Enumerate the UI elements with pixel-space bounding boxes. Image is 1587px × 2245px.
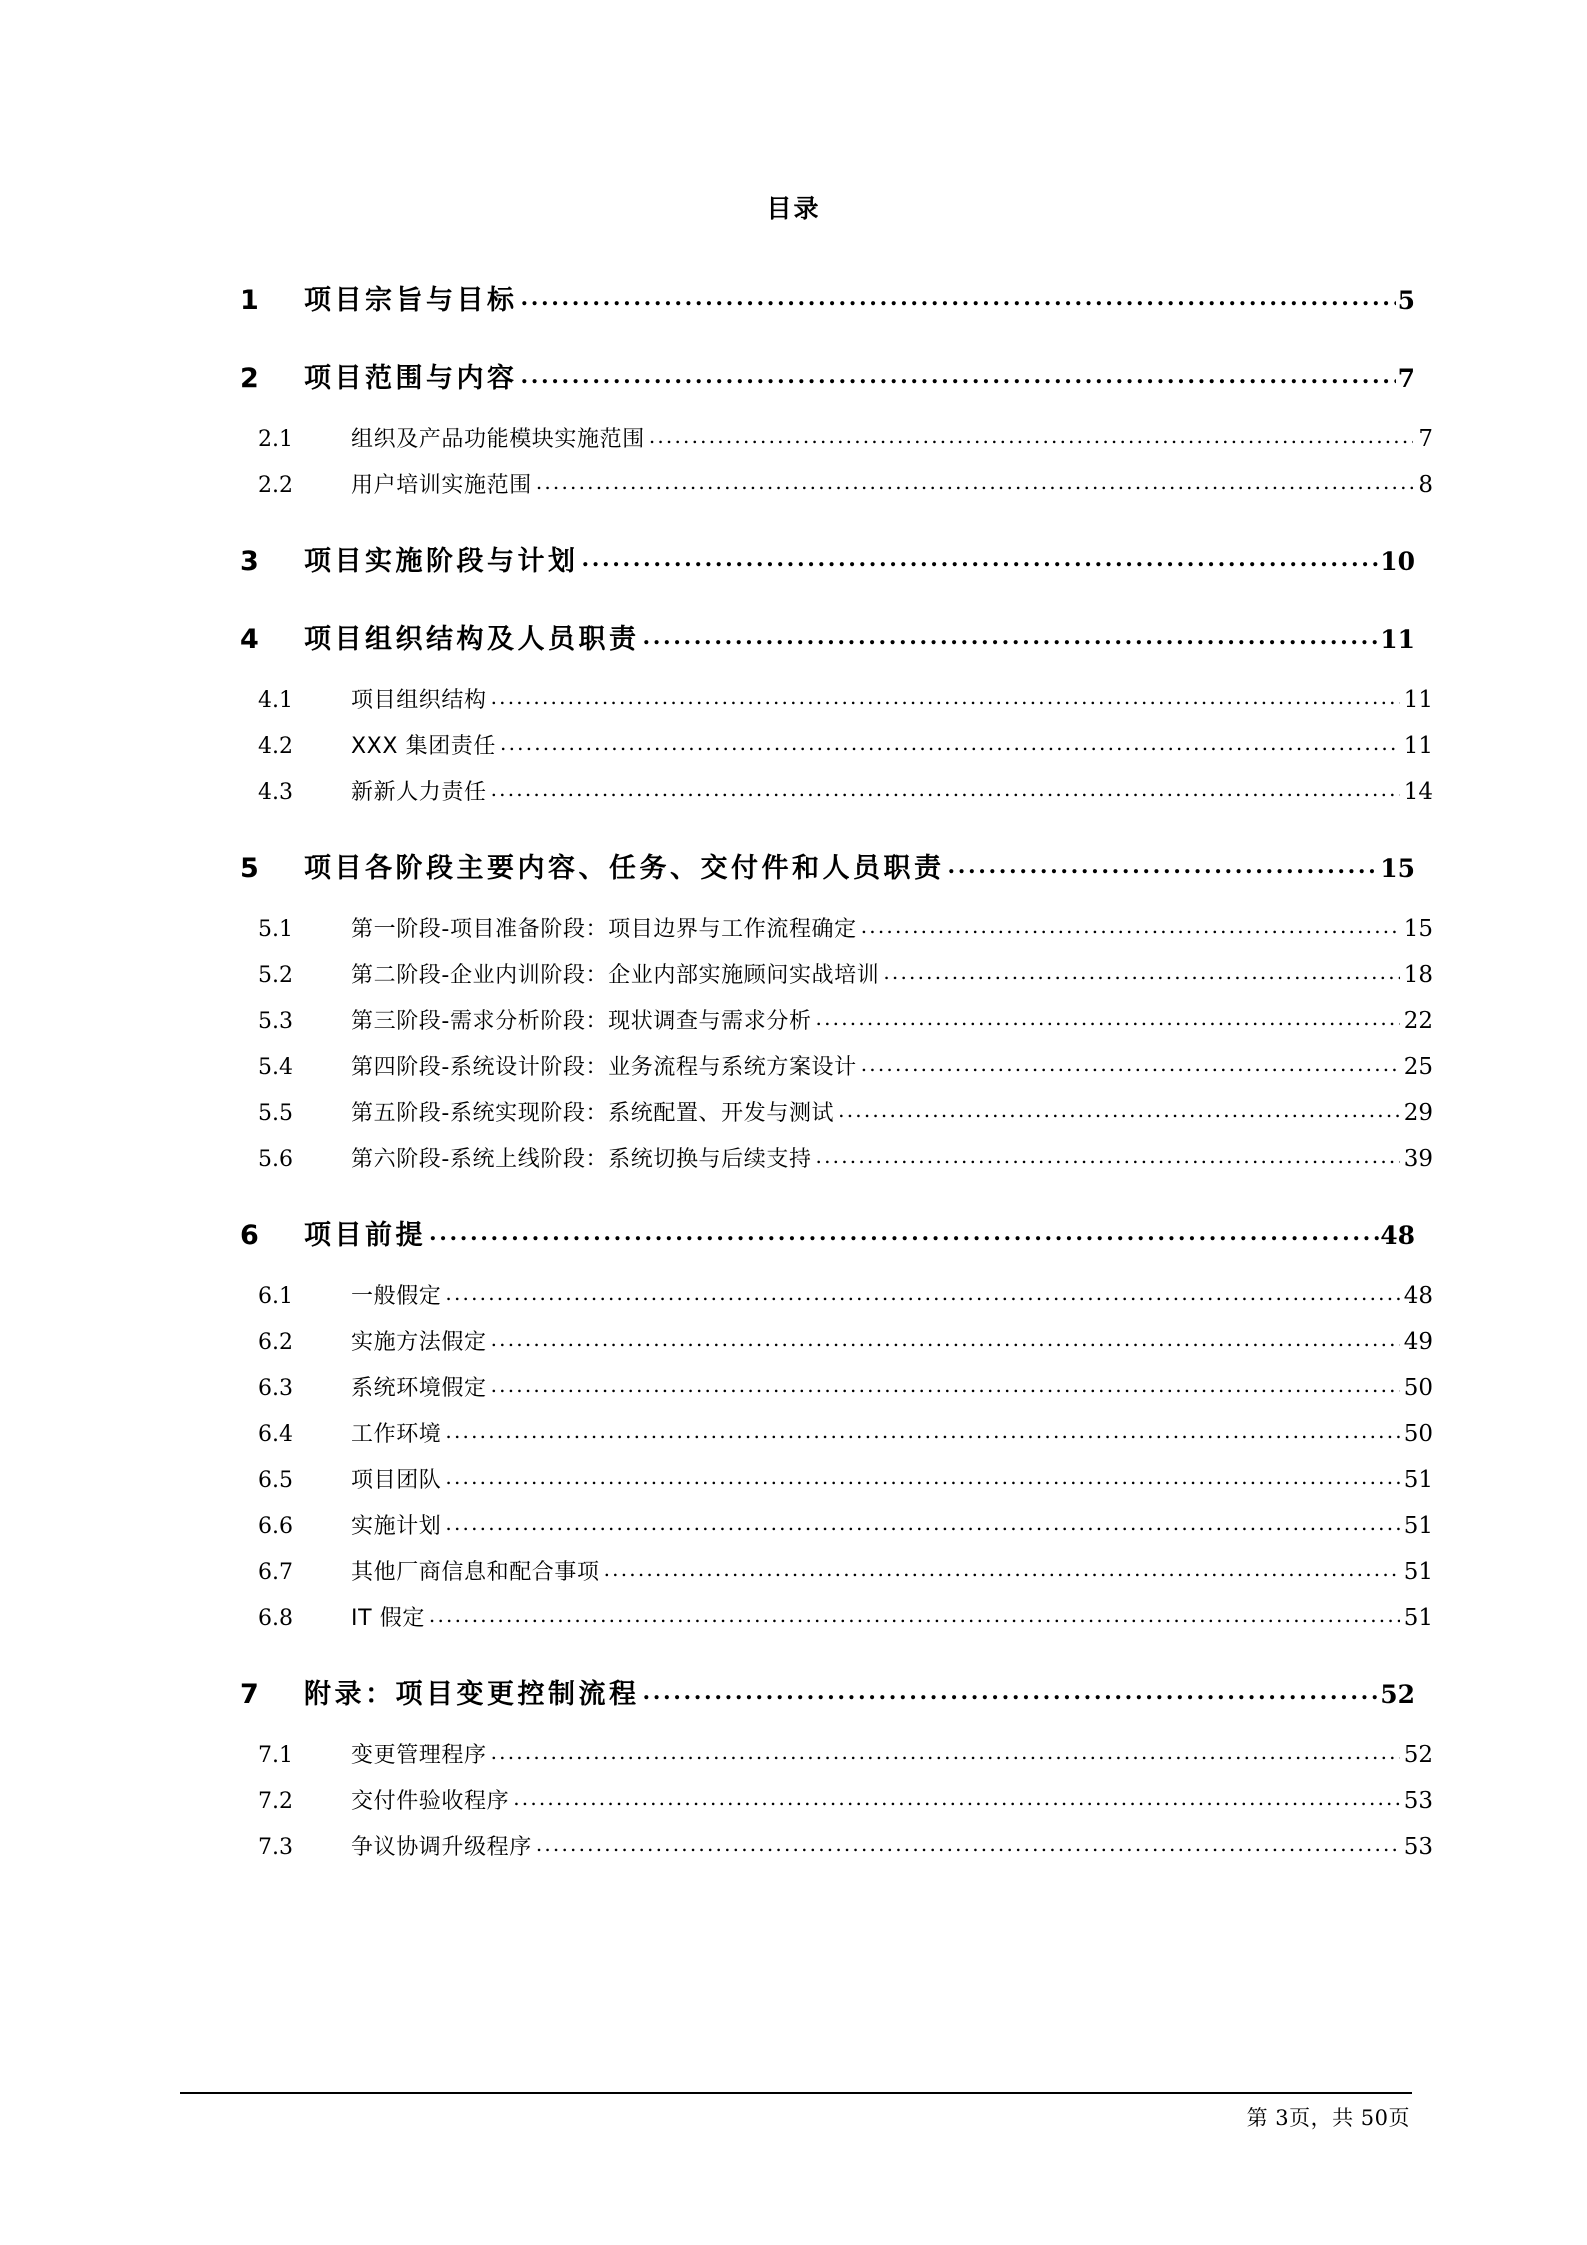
toc-entry-page-number: 51 (1403, 1513, 1433, 1539)
toc-entry-page-number: 10 (1380, 547, 1415, 576)
toc-entry-page-number: 52 (1380, 1680, 1415, 1709)
toc-entry-6-7[interactable] (240, 1557, 1433, 1584)
toc-leader-dots (521, 282, 1397, 309)
toc-entry-number: 6.5 (258, 1468, 293, 1493)
toc-entry-5[interactable] (240, 850, 1415, 882)
toc-entry-label: 项目各阶段主要内容、任务、交付件和人员职责 (304, 853, 945, 884)
toc-entry-number: 7 (240, 1679, 259, 1710)
toc-leader-dots (445, 1419, 1399, 1441)
toc-entry-page-number: 5 (1397, 286, 1415, 315)
toc-entry-label: 交付件验收程序 (351, 1789, 510, 1814)
toc-entry-label: 项目范围与内容 (304, 363, 518, 394)
toc-leader-dots (883, 960, 1399, 982)
toc-entry-number: 6.2 (258, 1330, 293, 1355)
toc-entry-page-number: 7 (1397, 364, 1415, 393)
toc-entry-number: 5.6 (258, 1147, 293, 1172)
toc-entry-page-number: 7 (1418, 426, 1433, 452)
toc-entry-number: 6.1 (258, 1284, 293, 1309)
toc-leader-dots (500, 731, 1400, 753)
toc-entry-label: 第二阶段-企业内训阶段：企业内部实施顾问实战培训 (351, 963, 880, 988)
toc-entry-number: 7.1 (258, 1743, 293, 1768)
toc-entry-4-1[interactable] (240, 685, 1433, 712)
toc-entry-page-number: 50 (1403, 1375, 1433, 1401)
toc-entry-5-6[interactable] (240, 1144, 1433, 1171)
toc-entry-4-2[interactable] (240, 731, 1433, 758)
toc-entry-label: IT 假定 (351, 1606, 425, 1631)
toc-entry-2-2[interactable] (240, 470, 1433, 497)
toc-leader-dots (521, 360, 1397, 387)
toc-entry-label: 附录：项目变更控制流程 (304, 1679, 640, 1710)
page-footer (180, 2092, 1412, 2129)
toc-entry-number: 2.1 (258, 427, 293, 452)
toc-entry-number: 6 (240, 1220, 259, 1251)
toc-entry-page-number: 48 (1380, 1221, 1415, 1250)
toc-leader-dots (491, 1740, 1400, 1762)
toc-leader-dots (816, 1006, 1400, 1028)
toc-entry-page-number: 51 (1403, 1559, 1433, 1585)
toc-entry-number: 5.1 (258, 917, 293, 942)
toc-entry-4[interactable] (240, 621, 1415, 653)
toc-leader-dots (861, 1052, 1400, 1074)
toc-leader-dots (643, 621, 1380, 648)
toc-entry-number: 3 (240, 546, 259, 577)
toc-entry-number: 1 (240, 285, 259, 316)
toc-entry-number: 4.2 (258, 734, 293, 759)
toc-leader-dots (445, 1465, 1399, 1487)
toc-entry-6-4[interactable] (240, 1419, 1433, 1446)
toc-entry-number: 6.7 (258, 1560, 293, 1585)
toc-entry-7[interactable] (240, 1676, 1415, 1708)
toc-entry-number: 6.8 (258, 1606, 293, 1631)
toc-entry-label: 项目组织结构 (351, 688, 487, 713)
toc-entry-number: 4.1 (258, 688, 293, 713)
toc-entry-2[interactable] (240, 360, 1415, 392)
toc-entry-6[interactable] (240, 1217, 1415, 1249)
toc-entry-number: 2.2 (258, 473, 293, 498)
toc-entry-number: 5.2 (258, 963, 293, 988)
toc-entry-page-number: 49 (1403, 1329, 1433, 1355)
toc-entry-number: 6.4 (258, 1422, 293, 1447)
toc-entry-number: 5 (240, 853, 259, 884)
toc-entry-label: 实施方法假定 (351, 1330, 487, 1355)
toc-leader-dots (445, 1281, 1399, 1303)
toc-entry-page-number: 11 (1380, 625, 1415, 654)
toc-entry-page-number: 18 (1403, 962, 1433, 988)
toc-entry-2-1[interactable] (240, 424, 1433, 451)
toc-entry-label: XXX 集团责任 (351, 734, 497, 759)
toc-entry-page-number: 15 (1380, 854, 1415, 883)
page-title: 目录 (766, 194, 821, 223)
toc-entry-7-1[interactable] (240, 1740, 1433, 1767)
toc-entry-number: 4 (240, 624, 259, 655)
toc-entry-5-1[interactable] (240, 914, 1433, 941)
toc-entry-7-3[interactable] (240, 1832, 1433, 1859)
toc-entry-6-1[interactable] (240, 1281, 1433, 1308)
toc-entry-label: 第六阶段-系统上线阶段：系统切换与后续支持 (351, 1147, 812, 1172)
toc-entry-number: 6.6 (258, 1514, 293, 1539)
footer-page-number: 第 3页，共 50页 (1246, 2106, 1410, 2130)
toc-entry-page-number: 51 (1403, 1605, 1433, 1631)
toc-entry-number: 5.3 (258, 1009, 293, 1034)
toc-entry-number: 7.2 (258, 1789, 293, 1814)
toc-entry-4-3[interactable] (240, 777, 1433, 804)
toc-entry-page-number: 39 (1403, 1146, 1433, 1172)
toc-leader-dots (429, 1217, 1379, 1244)
toc-entry-5-4[interactable] (240, 1052, 1433, 1079)
toc-entry-label: 新新人力责任 (351, 780, 487, 805)
toc-leader-dots (491, 1373, 1400, 1395)
toc-leader-dots (491, 1327, 1400, 1349)
toc-entry-3[interactable] (240, 543, 1415, 575)
toc-leader-dots (513, 1786, 1400, 1808)
toc-entry-number: 6.3 (258, 1376, 293, 1401)
toc-entry-page-number: 50 (1403, 1421, 1433, 1447)
toc-leader-dots (582, 543, 1380, 570)
toc-entry-page-number: 11 (1403, 733, 1433, 759)
toc-entry-6-3[interactable] (240, 1373, 1433, 1400)
toc-leader-dots (445, 1511, 1399, 1533)
toc-entry-page-number: 52 (1403, 1742, 1433, 1768)
toc-entry-number: 5.5 (258, 1101, 293, 1126)
toc-entry-number: 2 (240, 363, 259, 394)
toc-entry-label: 组织及产品功能模块实施范围 (351, 427, 645, 452)
toc-entry-label: 系统环境假定 (351, 1376, 487, 1401)
toc-entry-label: 用户培训实施范围 (351, 473, 532, 498)
toc-leader-dots (948, 850, 1380, 877)
toc-entry-5-5[interactable] (240, 1098, 1433, 1125)
toc-entry-page-number: 25 (1403, 1054, 1433, 1080)
toc-leader-dots (536, 470, 1413, 492)
toc-entry-number: 7.3 (258, 1835, 293, 1860)
toc-entry-number: 4.3 (258, 780, 293, 805)
toc-leader-dots (816, 1144, 1400, 1166)
toc-entry-page-number: 22 (1403, 1008, 1433, 1034)
toc-entry-label: 工作环境 (351, 1422, 442, 1447)
toc-leader-dots (491, 777, 1400, 799)
toc-entry-label: 实施计划 (351, 1514, 442, 1539)
toc-entry-label: 第五阶段-系统实现阶段：系统配置、开发与测试 (351, 1101, 835, 1126)
toc-entry-label: 项目宗旨与目标 (304, 285, 518, 316)
toc-entry-label: 争议协调升级程序 (351, 1835, 532, 1860)
toc-entry-page-number: 8 (1418, 472, 1433, 498)
toc-leader-dots (429, 1603, 1400, 1625)
toc-entry-6-5[interactable] (240, 1465, 1433, 1492)
toc-leader-dots (643, 1676, 1380, 1703)
toc-leader-dots (604, 1557, 1400, 1579)
toc-entry-label: 其他厂商信息和配合事项 (351, 1560, 600, 1585)
toc-entry-label: 项目团队 (351, 1468, 442, 1493)
table-of-contents (240, 282, 1433, 1860)
toc-entry-page-number: 51 (1403, 1467, 1433, 1493)
toc-entry-page-number: 53 (1403, 1834, 1433, 1860)
toc-entry-page-number: 48 (1403, 1283, 1433, 1309)
toc-leader-dots (838, 1098, 1400, 1120)
toc-entry-6-8[interactable] (240, 1603, 1433, 1630)
toc-leader-dots (536, 1832, 1400, 1854)
toc-entry-6-6[interactable] (240, 1511, 1433, 1538)
toc-entry-label: 项目前提 (304, 1220, 426, 1251)
toc-entry-page-number: 14 (1403, 779, 1433, 805)
toc-entry-label: 第四阶段-系统设计阶段：业务流程与系统方案设计 (351, 1055, 857, 1080)
toc-entry-page-number: 29 (1403, 1100, 1433, 1126)
toc-entry-page-number: 11 (1403, 687, 1433, 713)
toc-leader-dots (861, 914, 1400, 936)
toc-entry-5-2[interactable] (240, 960, 1433, 987)
toc-entry-label: 第一阶段-项目准备阶段：项目边界与工作流程确定 (351, 917, 857, 942)
toc-entry-5-3[interactable] (240, 1006, 1433, 1033)
toc-entry-6-2[interactable] (240, 1327, 1433, 1354)
toc-entry-label: 项目组织结构及人员职责 (304, 624, 640, 655)
toc-entry-label: 一般假定 (351, 1284, 442, 1309)
toc-entry-label: 变更管理程序 (351, 1743, 487, 1768)
toc-entry-1[interactable] (240, 282, 1415, 314)
toc-leader-dots (649, 424, 1413, 446)
toc-entry-page-number: 53 (1403, 1788, 1433, 1814)
toc-entry-7-2[interactable] (240, 1786, 1433, 1813)
toc-entry-label: 项目实施阶段与计划 (304, 546, 579, 577)
toc-leader-dots (491, 685, 1400, 707)
toc-entry-page-number: 15 (1403, 916, 1433, 942)
toc-entry-number: 5.4 (258, 1055, 293, 1080)
toc-entry-label: 第三阶段-需求分析阶段：现状调查与需求分析 (351, 1009, 812, 1034)
